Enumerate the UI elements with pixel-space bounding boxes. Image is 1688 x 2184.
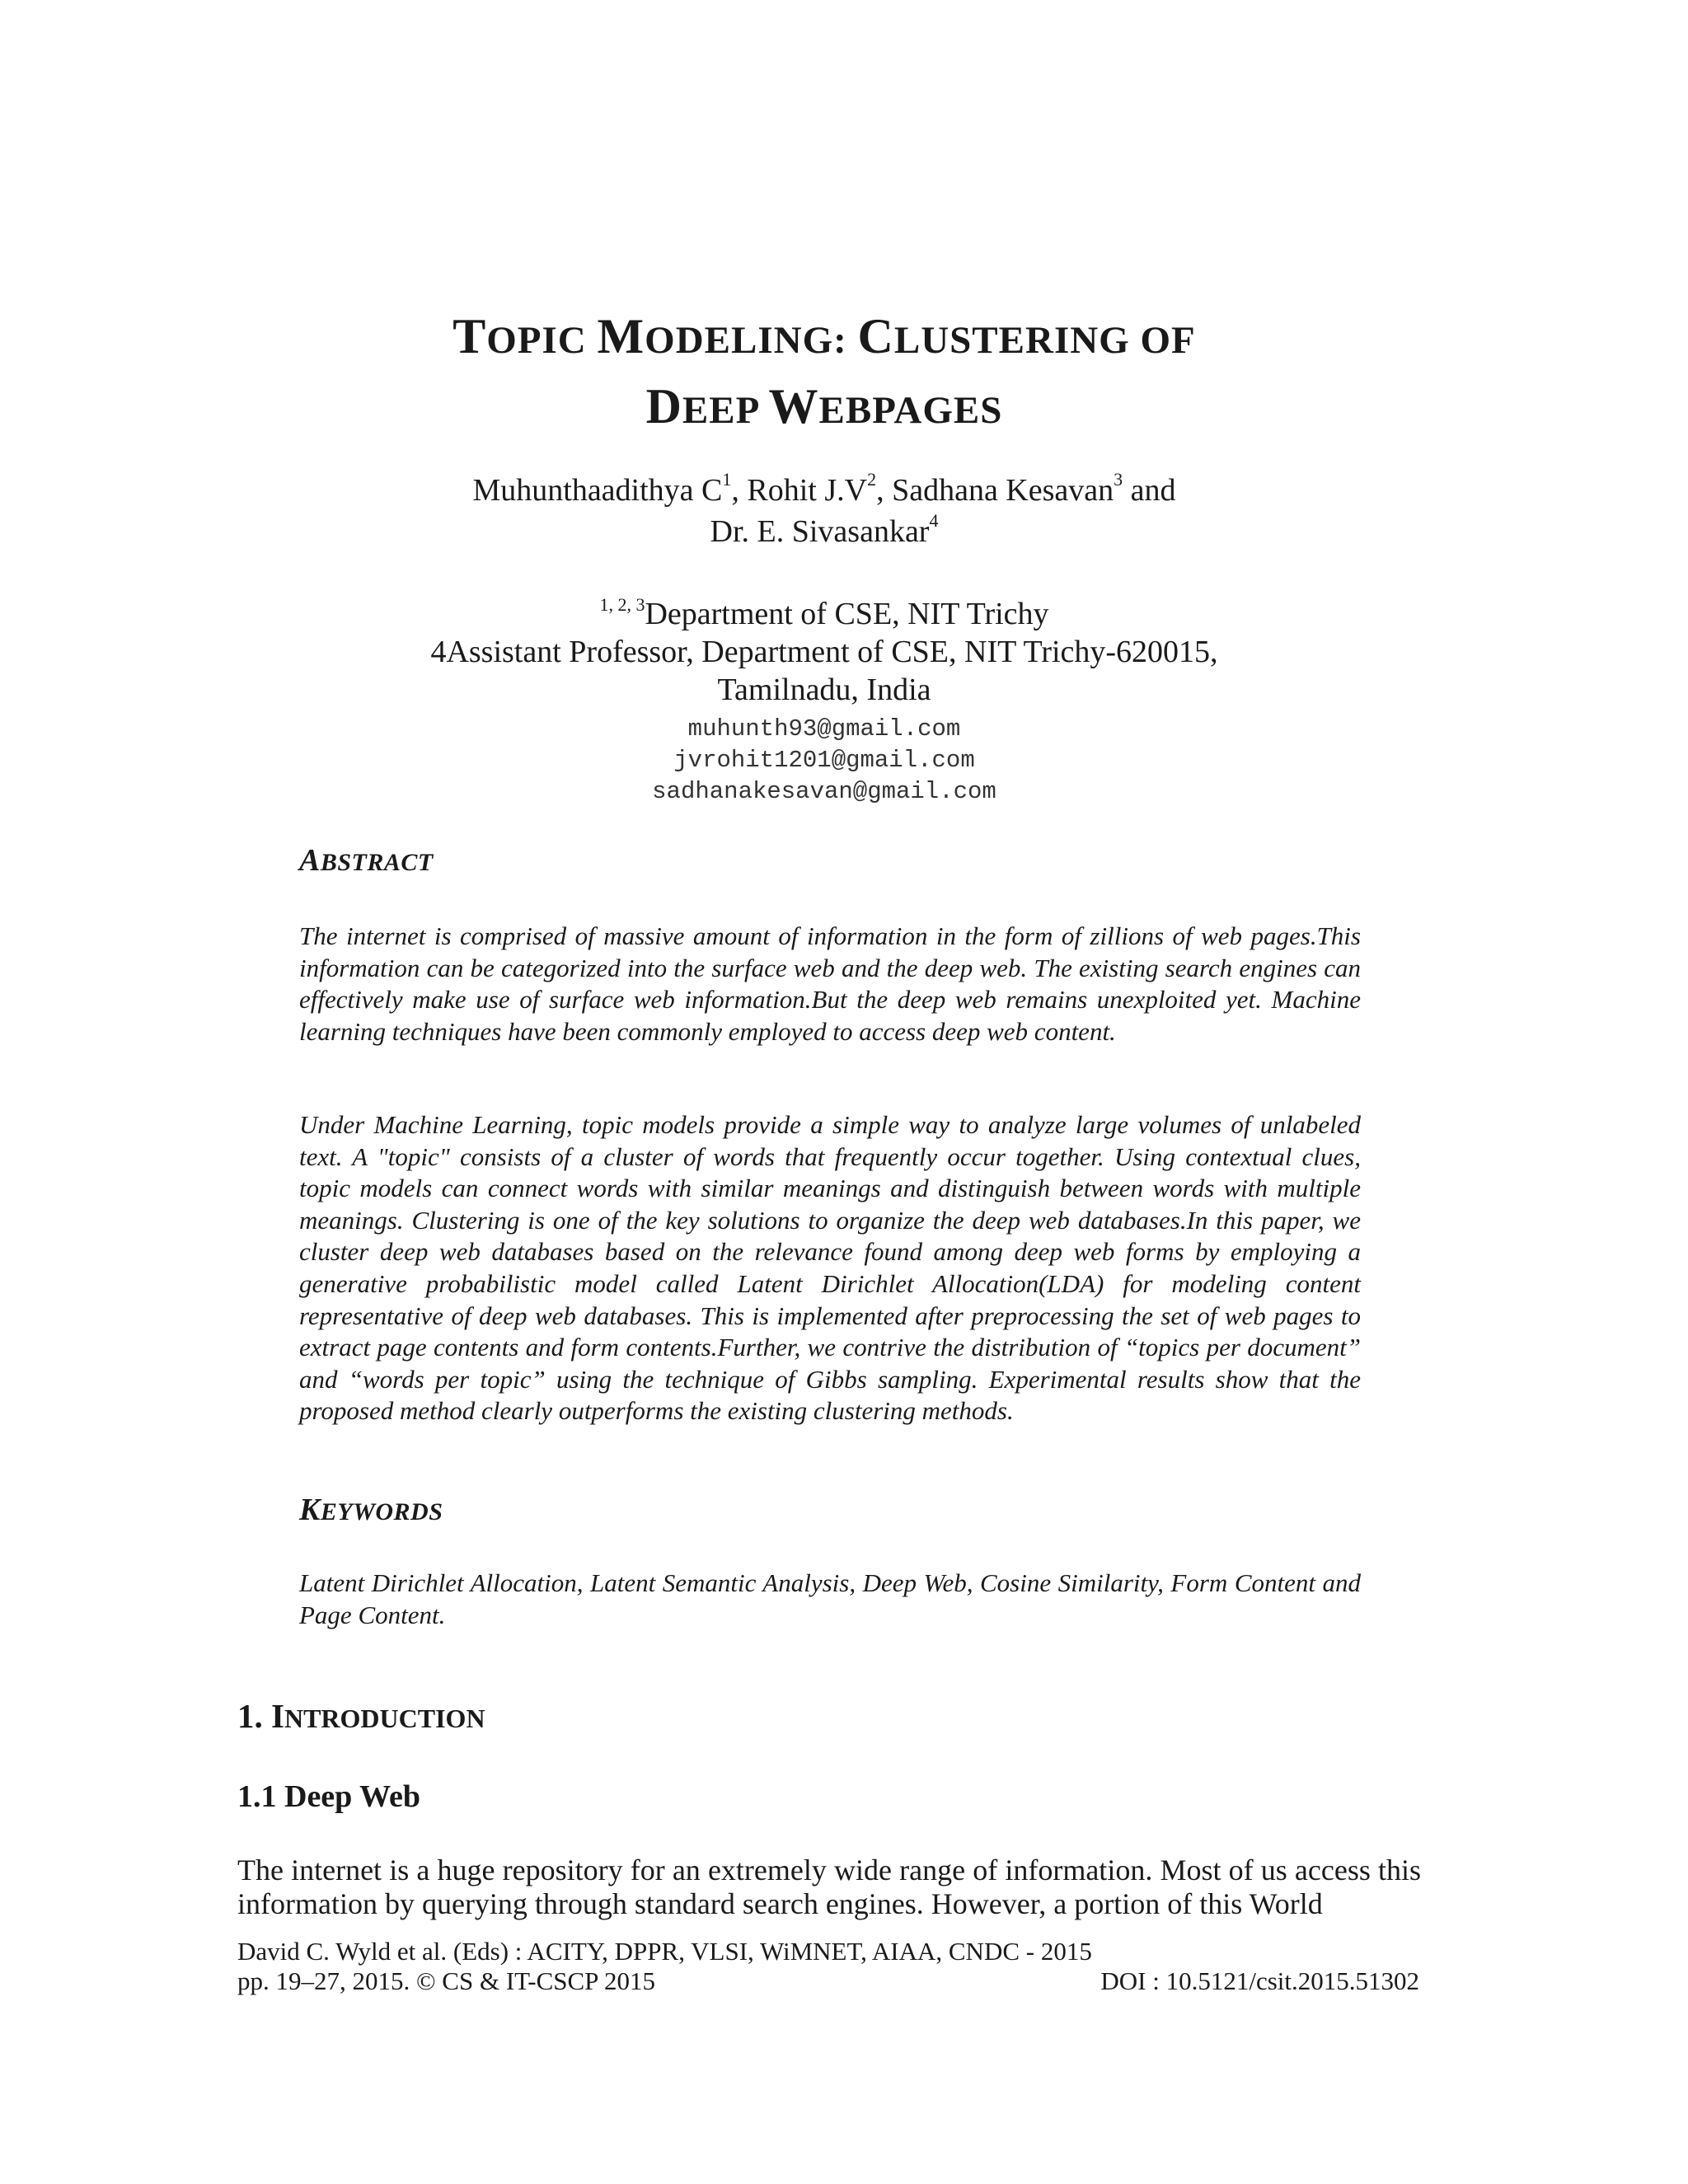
affiliation-line-3: Tamilnadu, India <box>717 673 931 707</box>
author-line-2: Dr. E. Sivasankar$^4$ <box>710 510 939 549</box>
affiliation <box>0 595 1648 709</box>
author-line-1: Muhunthaadithya $C^1$, Rohit $J.V^2$, Sadhana Kesavan$^3$ and <box>472 469 1176 508</box>
affiliation-line-1: $^{1, 2, 3}$Department of CSE, NIT Trichy <box>599 594 1049 631</box>
footer-proceedings: David C. Wyld et al. (Eds) : ACITY, DPPR, VLSI, WiMNET, AIAA, CNDC - 2015 <box>237 1937 1092 1966</box>
affiliation-line-2: 4Assistant Professor, Department of CSE, NIT Trichy-620015, <box>430 635 1218 669</box>
email-2: jvrohit1201@gmail.com <box>673 747 975 774</box>
abstract-paragraph-1: The internet is comprised of massive amount of information in the form of zillions of web pages.This information can be categorized into the surface web and the deep web. The existing search engines can effectively make use of surface web information.But the deep web remains unexploited yet. Machine learning techniques have been commonly employed to access deep web content. <box>299 921 1361 1046</box>
deep-web-subheading: 1.1 Deep Web <box>237 1779 421 1814</box>
introduction-heading: 1. INTRODUCTION <box>237 1697 485 1735</box>
introduction-paragraph: The internet is a huge repository for an extremely wide range of information. Most of us access this information by querying through standard search engines. However, a portion of this World <box>237 1854 1421 1920</box>
title-line-2: DEEP WEBPAGES <box>645 379 1003 434</box>
abstract-heading: ABSTRACT <box>299 843 434 878</box>
keywords-heading: KEYWORDS <box>299 1493 443 1527</box>
author-list <box>0 470 1648 552</box>
email-1: muhunth93@gmail.com <box>687 715 961 743</box>
footer-citation <box>237 1966 1419 1996</box>
abstract-paragraph-2: Under Machine Learning, topic models provide a simple way to analyze large volumes of unlabeled text. A "topic" consists of a cluster of words that frequently occur together. Using contextual clues, topic models can connect words with similar meanings and distinguish between words with multiple meanings. Clustering is one of the key solutions to organize the deep web databases.In this paper, we cluster deep web databases based on the relevance found among deep web forms by employing a generative probabilistic model called Latent Dirichlet Allocation(LDA) for modeling content representative of deep web databases. This is implemented after preprocessing the set of web pages to extract page contents and form contents.Further, we contrive the distribution of “topics per document” and “words per topic” using the technique of Gibbs sampling. Experimental results show that the proposed method clearly outperforms the existing clustering methods. <box>299 1110 1361 1426</box>
footer-pages: pp. 19–27, 2015. © CS & IT-CSCP 2015 <box>237 1966 656 1995</box>
email-list <box>0 714 1648 808</box>
title-line-1: TOPIC MODELING: CLUSTERING OF <box>452 309 1196 363</box>
keywords-text: Latent Dirichlet Allocation, Latent Semantic Analysis, Deep Web, Cosine Similarity, Form Content and Page Content. <box>299 1568 1361 1629</box>
email-3: sadhanakesavan@gmail.com <box>652 778 996 805</box>
footer-doi: DOI : 10.5121/csit.2015.51302 <box>1100 1966 1419 1995</box>
paper-title <box>0 303 1648 443</box>
